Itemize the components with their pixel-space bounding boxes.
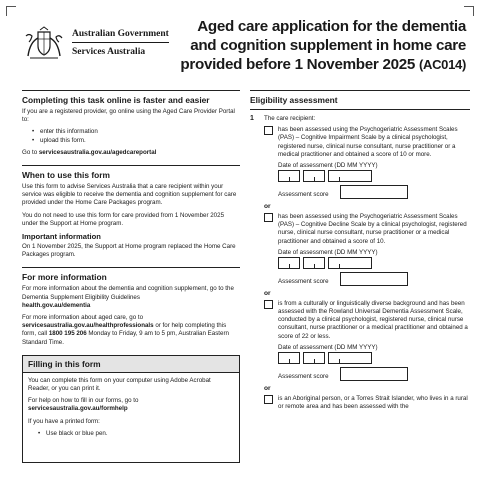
month-field[interactable]: [303, 257, 325, 269]
score-label: Assessment score: [278, 372, 329, 380]
day-field[interactable]: [278, 352, 300, 364]
list-item: • upload this form.: [32, 137, 240, 145]
more-info-paragraph-2: For more information about aged care, go to: [22, 314, 144, 322]
important-heading: Important information: [22, 232, 101, 242]
more-info-paragraph-1: For more information about the dementia and cognition supplement, go to the Dementia Supplement Eligibility Guidelines: [22, 285, 234, 301]
option-pas-decline: [250, 213, 470, 286]
year-field[interactable]: [328, 257, 372, 269]
title-line-1: Aged care application for the dementia: [197, 18, 466, 35]
option-rudas: [250, 300, 470, 381]
portal-link[interactable]: servicesaustralia.gov.au/agedcareportal: [38, 148, 157, 156]
list-item: • Use black or blue pen.: [38, 430, 234, 438]
agency-name: Services Australia: [72, 47, 146, 57]
date-input: [278, 352, 470, 364]
filling-paragraph-2: For help on how to fill in our forms, go to: [28, 397, 139, 405]
score-label: Assessment score: [278, 191, 329, 199]
filling-list: [38, 430, 234, 438]
online-list: [32, 128, 240, 144]
month-field[interactable]: [303, 352, 325, 364]
date-label: Date of assessment (DD MM YYYY): [278, 248, 378, 256]
more-info-hours: Monday to Friday, 9 am to 5 pm, Australian Eastern Standard Time.: [22, 330, 229, 346]
option-checkbox[interactable]: [264, 213, 273, 222]
day-field[interactable]: [278, 257, 300, 269]
formhelp-link[interactable]: servicesaustralia.gov.au/formhelp: [28, 405, 128, 413]
eligibility-heading: Eligibility assessment: [250, 90, 470, 110]
title-line-3: provided before 1 November 2025: [180, 56, 416, 73]
score-label: Assessment score: [278, 277, 329, 285]
or-separator: or: [264, 384, 271, 392]
option-text: has been assessed using the Psychogeriatric Assessment Scales (PAS) – Cognitive Decline Scale by a clinical psychologist, registered nurse, clinical nurse consultant, nurse practitioner or a medical practitioner and obtained a score of 10.: [278, 213, 467, 245]
date-input: [278, 170, 470, 182]
online-section: [22, 90, 240, 157]
option-checkbox[interactable]: [264, 300, 273, 309]
filling-paragraph-1: You can complete this form on your computer using Adobe Acrobat Reader, or you can print it.: [28, 376, 211, 393]
page-title: [176, 17, 466, 74]
filling-paragraph-3: If you have a printed form:: [28, 417, 100, 425]
when-paragraph-1: Use this form to advise Services Australia that a care recipient within your service was eligible to receive the dementia and cognition supplement for care provided under the Home Care Packages program.: [22, 183, 237, 207]
option-pas-impairment: [250, 126, 470, 199]
year-field[interactable]: [328, 170, 372, 182]
left-column: [22, 90, 240, 463]
day-field[interactable]: [278, 170, 300, 182]
more-info-text: or for help completing this form, call: [22, 322, 227, 338]
form-code: (AC014): [418, 57, 466, 72]
more-info-section: [22, 267, 240, 346]
dementia-link[interactable]: health.gov.au/dementia: [22, 301, 91, 309]
government-logo: [22, 26, 169, 60]
year-field[interactable]: [328, 352, 372, 364]
gov-name: Australian Government: [72, 28, 169, 43]
filling-heading: Filling in this form: [23, 356, 239, 373]
or-separator: or: [264, 203, 271, 211]
phone-number: 1800 195 206: [48, 330, 87, 338]
health-professionals-link[interactable]: servicesaustralia.gov.au/healthprofessionals: [22, 322, 154, 330]
date-label: Date of assessment (DD MM YYYY): [278, 343, 378, 351]
online-heading: Completing this task online is faster and easier: [22, 95, 210, 105]
date-input: [278, 257, 470, 269]
option-text: is an Aboriginal person, or a Torres Strait Islander, who lives in a rural or remote area and has been assessed with the: [278, 394, 468, 411]
when-section: [22, 165, 240, 259]
online-intro: If you are a registered provider, go online using the Aged Care Provider Portal to:: [22, 108, 235, 124]
crop-mark-top-right: [464, 6, 474, 16]
question-text: The care recipient:: [264, 115, 316, 122]
crop-mark-top-left: [6, 6, 16, 16]
list-item: • enter this information: [32, 128, 240, 136]
score-field[interactable]: [340, 367, 408, 381]
important-paragraph: On 1 November 2025, the Support at Home program replaced the Home Care Packages program.: [22, 243, 236, 259]
date-label: Date of assessment (DD MM YYYY): [278, 162, 378, 170]
goto-text: Go to: [22, 148, 39, 156]
question-number: 1: [250, 115, 254, 122]
score-field[interactable]: [340, 185, 408, 199]
or-separator: or: [264, 289, 271, 297]
option-text: has been assessed using the Psychogeriatric Assessment Scales (PAS) – Cognitive Impairment Scale by a clinical psychologist, registered nurse, clinical nurse consultant, nurse practitioner or a medical practitioner and obtained a score of 10 or more.: [278, 126, 458, 158]
option-checkbox[interactable]: [264, 395, 273, 404]
option-aboriginal: [250, 395, 470, 411]
question-1: [250, 115, 470, 123]
title-line-2: and cognition supplement in home care: [190, 37, 466, 54]
option-checkbox[interactable]: [264, 126, 273, 135]
month-field[interactable]: [303, 170, 325, 182]
score-field[interactable]: [340, 272, 408, 286]
when-heading: When to use this form: [22, 170, 110, 181]
right-column: [250, 90, 470, 414]
when-paragraph-2: You do not need to use this form for care provided from 1 November 2025 under the Support at Home program.: [22, 211, 225, 227]
coat-of-arms-icon: [22, 26, 66, 60]
option-text: is from a culturally or linguistically diverse background and has been assessed with the Rowland Universal Dementia Assessment Scale, conducted by a clinical psychologist, registered nurse, clinical nurse consultant, nurse practitioner or a medical practitioner and obtained a score of 22 or less.: [278, 299, 468, 340]
filling-section: [22, 355, 240, 463]
more-info-heading: For more information: [22, 272, 107, 283]
